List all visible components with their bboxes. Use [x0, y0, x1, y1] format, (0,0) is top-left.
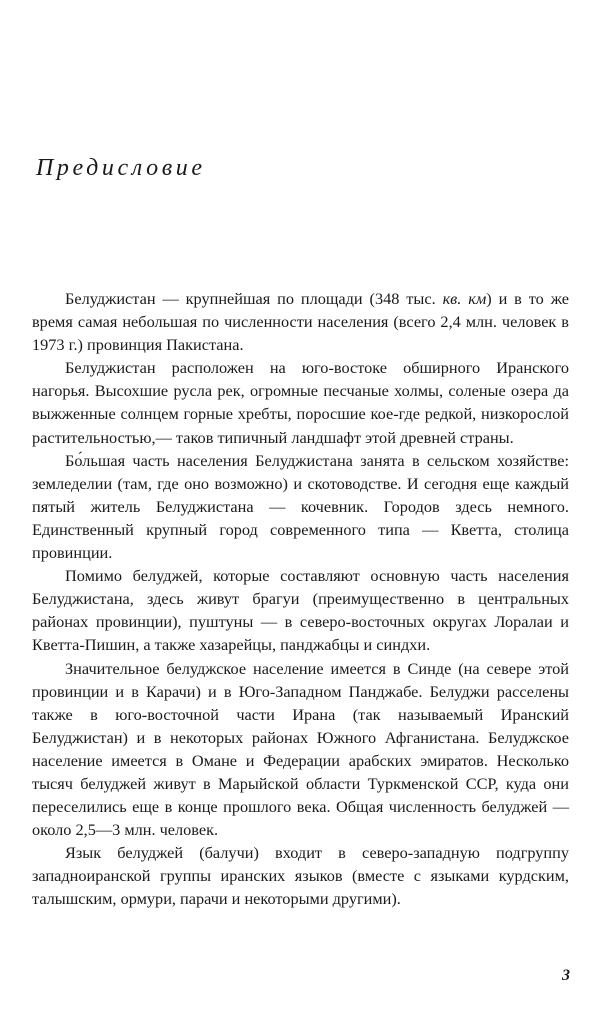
paragraph-2: Белуджистан расположен на юго-востоке обширного Иранского нагорья. Высохшие русла рек, огромные песчаные холмы, соленые озера да выжженные солнцем горные хребты, поросшие кое-где редкой, низкорослой растительностью,— таков типичный ландшафт этой древней страны.: [32, 358, 569, 447]
paragraph-1-unit: кв. км: [442, 289, 487, 308]
paragraph-6: Язык белуджей (балучи) входит в северо-западную подгруппу западноиранской группы иранских языков (вместе с языками курдским, талышским, ормури, парачи и некоторыми другими).: [32, 843, 569, 909]
paragraph-3: Бо́льшая часть населения Белуджистана занята в сельском хозяйстве: земледелии (там, где оно возможно) и скотоводстве. И сегодня еще каждый пятый житель Белуджистана — кочевник. Городов здесь немного. Единственный крупный город современного типа — Кветта, столица провинции.: [32, 450, 569, 563]
preface-body: [32, 287, 569, 911]
paragraph-1-text-start: Белуджистан — крупнейшая по площади (348 тыс.: [65, 289, 443, 308]
paragraph-1-text-end: ) и в то же время самая небольшая по численности населения (всего 2,4 млн. человек в 1973 г.) провинция Пакистана.: [32, 289, 569, 355]
page-number: 3: [562, 967, 570, 984]
page-title: Предисловие: [36, 155, 206, 181]
paragraph-4: Помимо белуджей, которые составляют основную часть населения Белуджистана, здесь живут брагуи (преимущественно в центральных районах провинции), пуштуны — в северо-восточных округах Лоралаи и Кветта-Пишин, а также хазарейцы, панджабцы и синдхи.: [32, 566, 569, 655]
paragraph-5: Значительное белуджское население имеется в Синде (на севере этой провинции и в Карачи) и в Юго-Западном Панджабе. Белуджи расселены также в юго-восточной части Ирана (так называемый Иранский Белуджистан) и в некоторых районах Южного Афганистана. Белуджское население имеется в Омане и Федерации арабских эмиратов. Несколько тысяч белуджей живут в Марыйской области Туркменской ССР, куда они переселились еще в конце прошлого века. Общая численность белуджей — около 2,5—3 млн. человек.: [32, 658, 569, 840]
paragraph-1: [32, 287, 569, 356]
